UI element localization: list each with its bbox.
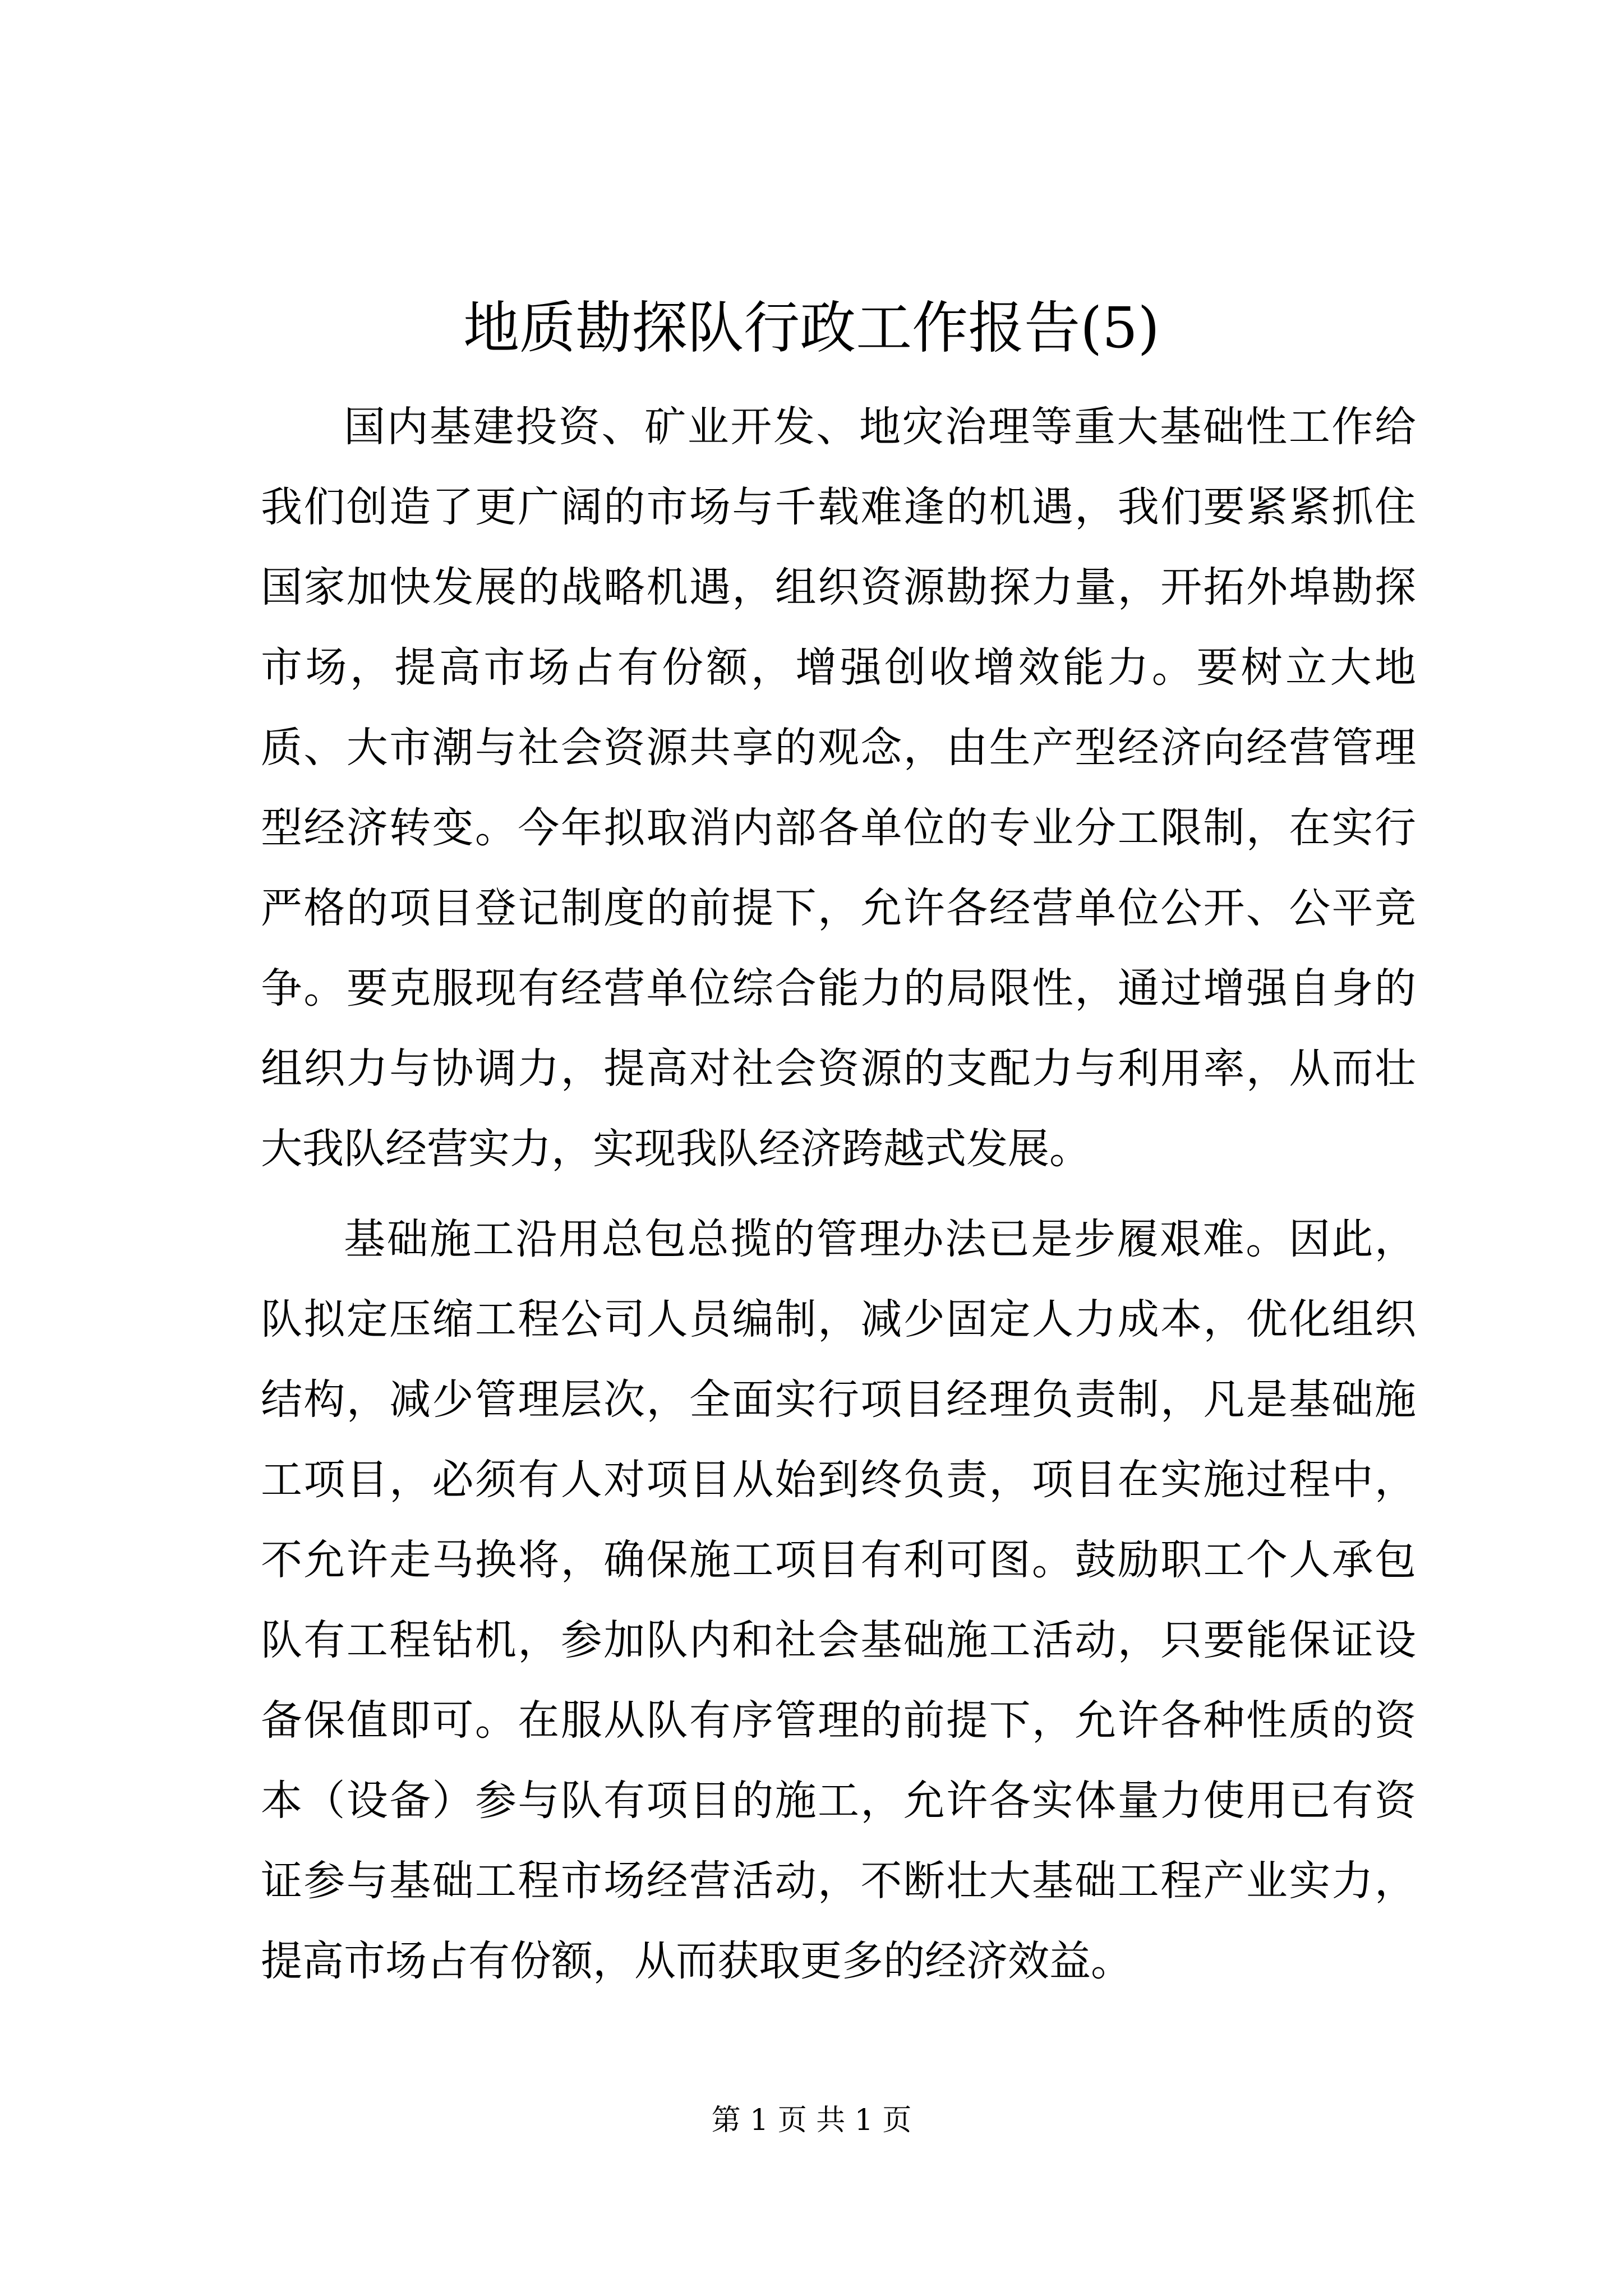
document-body: [261, 387, 1416, 2001]
body-paragraph-2: 基础施工沿用总包总揽的管理办法已是步履艰难。因此，队拟定压缩工程公司人员编制，减少固定人力成本，优化组织结构，减少管理层次，全面实行项目经理负责制，凡是基础施工项目，必须有人对项目从始到终负责，项目在实施过程中，不允许走马换将，确保施工项目有利可图。鼓励职工个人承包队有工程钻机，参加队内和社会基础施工活动，只要能保证设备保值即可。在服从队有序管理的前提下，允许各种性质的资本（设备）参与队有项目的施工，允许各实体量力使用已有资证参与基础工程市场经营活动，不断壮大基础工程产业实力，提高市场占有份额，从而获取更多的经济效益。: [261, 1215, 1416, 1985]
page-number-footer: 第 1 页 共 1 页: [711, 2104, 912, 2137]
document-title: 地质勘探队行政工作报告(5): [463, 295, 1160, 361]
body-paragraph-1: 国内基建投资、矿业开发、地灾治理等重大基础性工作给我们创造了更广阔的市场与千载难逢的机遇，我们要紧紧抓住国家加快发展的战略机遇，组织资源勘探力量，开拓外埠勘探市场，提高市场占有份额，增强创收增效能力。要树立大地质、大市潮与社会资源共享的观念，由生产型经济向经营管理型经济转变。今年拟取消内部各单位的专业分工限制，在实行严格的项目登记制度的前提下，允许各经营单位公开、公平竞争。要克服现有经营单位综合能力的局限性，通过增强自身的组织力与协调力，提高对社会资源的支配力与利用率，从而壮大我队经营实力，实现我队经济跨越式发展。: [261, 403, 1416, 1173]
